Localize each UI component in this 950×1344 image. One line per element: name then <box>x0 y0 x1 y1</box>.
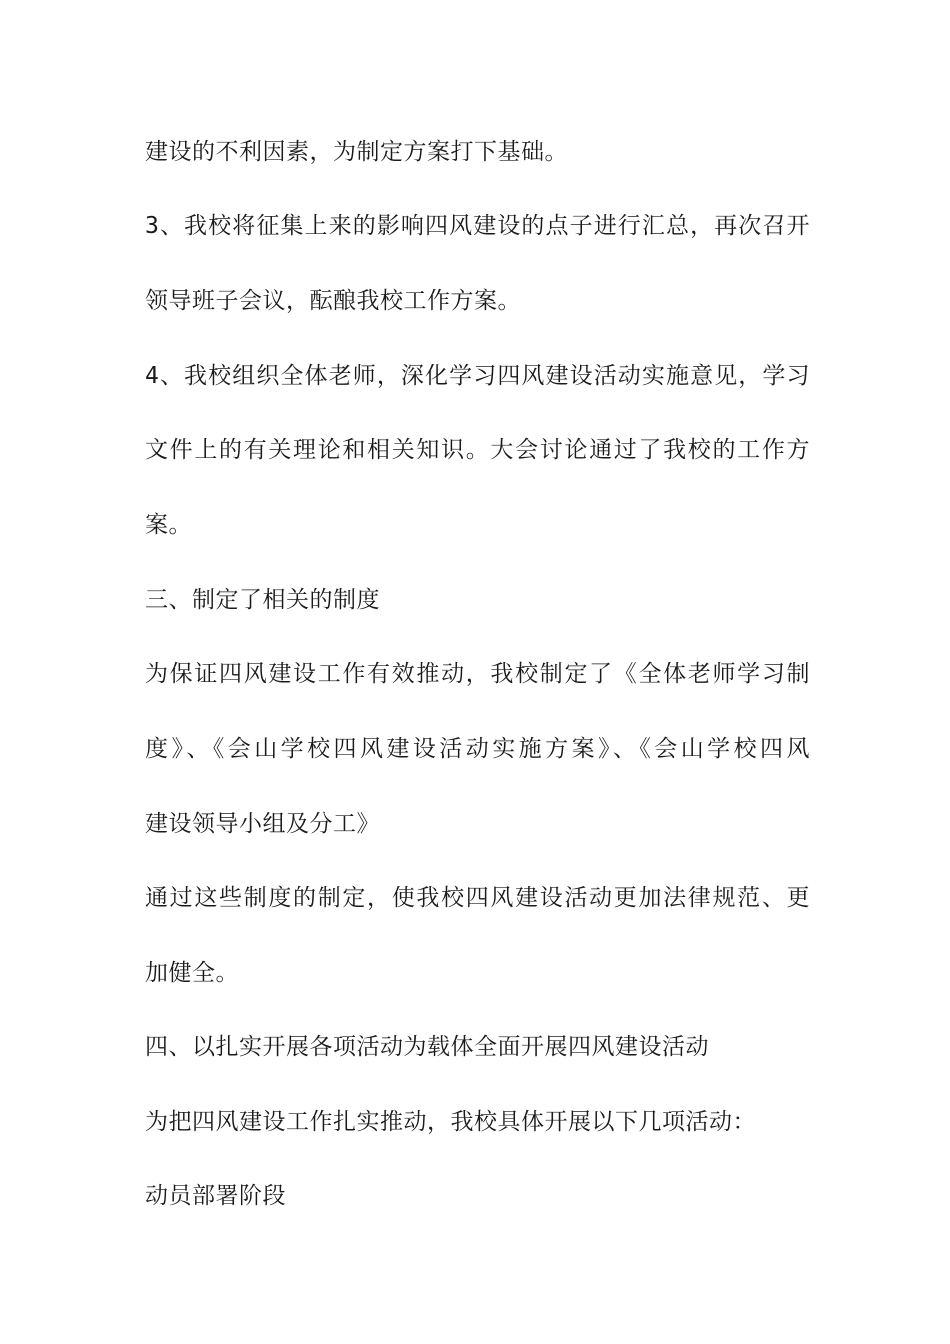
subheading-mobilization: 动员部署阶段 <box>145 1183 286 1209</box>
text-line-5: 文件上的有关理论和相关知识。大会讨论通过了我校的工作方 <box>145 437 810 463</box>
text-line-9: 度》、《会山学校四风建设活动实施方案》、《会山学校四风 <box>145 736 810 762</box>
text-line-10: 建设领导小组及分工》 <box>145 811 380 837</box>
text-line-11: 通过这些制度的制定，使我校四风建设活动更加法律规范、更 <box>145 885 810 911</box>
text-line-12: 加健全。 <box>145 960 239 986</box>
section-heading-4: 四、以扎实开展各项活动为载体全面开展四风建设活动 <box>145 1034 709 1060</box>
text-line-3: 领导班子会议，酝酿我校工作方案。 <box>145 288 521 314</box>
section-heading-3: 三、制定了相关的制度 <box>145 587 380 613</box>
text-line-6: 案。 <box>145 512 192 538</box>
text-line-1: 建设的不利因素，为制定方案打下基础。 <box>145 139 568 165</box>
text-line-14: 为把四风建设工作扎实推动，我校具体开展以下几项活动： <box>145 1109 756 1135</box>
text-line-2: 3、我校将征集上来的影响四风建设的点子进行汇总，再次召开 <box>145 213 810 239</box>
text-line-8: 为保证四风建设工作有效推动，我校制定了《全体老师学习制 <box>145 661 810 687</box>
text-line-4: 4、我校组织全体老师，深化学习四风建设活动实施意见，学习 <box>145 363 810 389</box>
